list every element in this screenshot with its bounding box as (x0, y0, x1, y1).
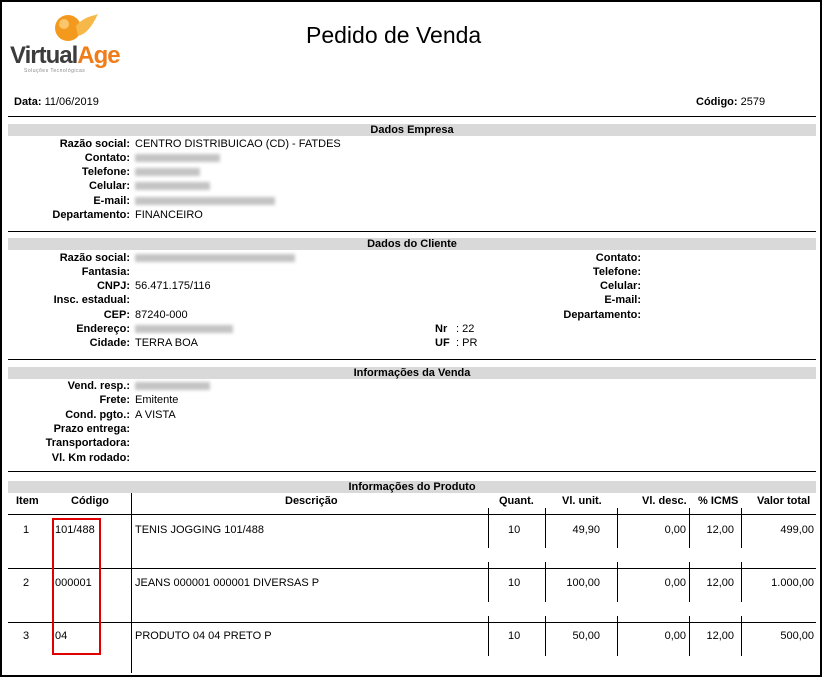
logo-mark-icon (50, 12, 100, 46)
row-separator (8, 622, 816, 623)
venda-cond-value: A VISTA (135, 409, 176, 421)
cliente-insc-row (0, 293, 400, 307)
redacted-value (135, 382, 210, 390)
redacted-value (135, 254, 295, 262)
cliente-cep-value: 87240-000 (135, 309, 188, 321)
empresa-email-row (0, 194, 400, 208)
cell-vl-desc: 0,00 (664, 524, 686, 536)
venda-km-label: Vl. Km rodado: (51, 452, 130, 464)
col-header-descricao: Descrição (285, 495, 338, 507)
cliente-contato-label: Contato: (595, 252, 641, 264)
cliente-cep-label: CEP: (103, 309, 130, 321)
empresa-razao-row (0, 137, 400, 151)
empresa-celular-row (0, 179, 400, 193)
date-label: Data: (14, 96, 42, 108)
cliente-endereco-label: Endereço: (76, 323, 130, 335)
cliente-insc-label: Insc. estadual: (53, 294, 130, 306)
cell-vl-desc: 0,00 (664, 577, 686, 589)
cliente-cep-row (0, 308, 400, 322)
col-header-vl-desc: Vl. desc. (642, 495, 687, 507)
code-value: 2579 (740, 96, 766, 108)
col-header-quant: Quant. (499, 495, 534, 507)
cliente-cidade-row (0, 336, 490, 350)
section-dados-empresa: Dados Empresa (8, 124, 816, 136)
col-header-valor-total: Valor total (757, 495, 811, 507)
redacted-value (135, 197, 275, 205)
date-field (14, 96, 99, 108)
divider (8, 116, 816, 117)
section-dados-cliente: Dados do Cliente (8, 238, 816, 250)
cell-codigo: 04 (55, 630, 68, 642)
redacted-value (135, 182, 210, 190)
cliente-fantasia-label: Fantasia: (81, 266, 130, 278)
cliente-departamento-label: Departamento: (563, 309, 641, 321)
empresa-email-label: E-mail: (93, 195, 130, 207)
empresa-contato-row (0, 151, 400, 165)
cell-vl-unit: 50,00 (572, 630, 600, 642)
page-title: Pedido de Venda (306, 22, 482, 48)
venda-transp-label: Transportadora: (45, 437, 130, 449)
col-header-vl-unit: Vl. unit. (562, 495, 602, 507)
cell-descricao: TENIS JOGGING 101/488 (135, 524, 264, 536)
redacted-value (135, 154, 220, 162)
row-separator (8, 514, 816, 515)
empresa-razao-label: Razão social: (59, 138, 130, 150)
cliente-uf-value: : PR (456, 337, 478, 349)
cell-quant: 10 (508, 630, 521, 642)
cliente-cnpj-row (0, 279, 400, 293)
divider (8, 359, 816, 360)
logo-subtitle: Soluções Tecnológicas (24, 68, 86, 74)
venda-km-row (0, 451, 400, 465)
empresa-departamento-label: Departamento: (52, 209, 130, 221)
venda-frete-label: Frete: (99, 394, 130, 406)
cell-item: 1 (23, 524, 30, 536)
cell-vl-unit: 49,90 (572, 524, 600, 536)
redacted-value (135, 325, 233, 333)
divider (8, 231, 816, 232)
venda-frete-value: Emitente (135, 394, 179, 406)
cliente-fantasia-row (0, 265, 400, 279)
col-header-item: Item (16, 495, 39, 507)
cliente-contato-row (500, 251, 641, 265)
col-header-codigo: Código (71, 495, 109, 507)
cliente-cidade-value: TERRA BOA (135, 337, 198, 349)
cliente-celular-label: Celular: (600, 280, 641, 292)
cliente-cnpj-value: 56.471.175/116 (135, 280, 211, 292)
cell-icms: 12,00 (706, 630, 734, 642)
venda-transp-row (0, 436, 400, 450)
divider (8, 471, 816, 472)
cell-icms: 12,00 (706, 577, 734, 589)
section-informacoes-produto: Informações do Produto (8, 481, 816, 493)
cell-quant: 10 (508, 524, 521, 536)
cell-descricao: PRODUTO 04 04 PRETO P (135, 630, 272, 642)
redacted-value (135, 168, 200, 176)
empresa-razao-value: CENTRO DISTRIBUICAO (CD) - FATDES (135, 138, 341, 150)
section-informacoes-venda: Informações da Venda (8, 367, 816, 379)
empresa-departamento-row (0, 208, 400, 222)
cell-vl-unit: 100,00 (566, 577, 600, 589)
cell-item: 2 (23, 577, 30, 589)
empresa-contato-label: Contato: (84, 152, 130, 164)
cliente-nr-label: Nr (435, 323, 448, 335)
cliente-endereco-row (0, 322, 490, 336)
cliente-email-label: E-mail: (604, 294, 641, 306)
cliente-telefone-label: Telefone: (592, 266, 641, 278)
venda-prazo-label: Prazo entrega: (53, 423, 130, 435)
venda-vend-label: Vend. resp.: (67, 380, 130, 392)
cell-codigo: 101/488 (55, 524, 95, 536)
code-field (696, 96, 765, 108)
logo-text-age: Age (77, 42, 120, 69)
cliente-razao-row (0, 251, 400, 265)
cliente-cidade-label: Cidade: (89, 337, 130, 349)
cell-vl-desc: 0,00 (664, 630, 686, 642)
empresa-telefone-label: Telefone: (81, 166, 130, 178)
date-value: 11/06/2019 (44, 96, 99, 108)
empresa-telefone-row (0, 165, 400, 179)
row-separator (8, 568, 816, 569)
venda-cond-label: Cond. pgto.: (65, 409, 130, 421)
cliente-departamento-row (500, 308, 641, 322)
col-separator (131, 493, 132, 673)
cliente-celular-row (500, 279, 641, 293)
empresa-celular-label: Celular: (89, 180, 130, 192)
logo-text-virtual: Virtual (10, 42, 78, 69)
cell-codigo: 000001 (55, 577, 92, 589)
cliente-telefone-row (500, 265, 641, 279)
col-header-icms: % ICMS (698, 495, 739, 507)
codigo-highlight-box (52, 518, 101, 655)
cell-descricao: JEANS 000001 000001 DIVERSAS P (135, 577, 320, 589)
cell-valor-total: 499,00 (780, 524, 814, 536)
cliente-cnpj-label: CNPJ: (96, 280, 130, 292)
code-label: Código: (696, 96, 738, 108)
cell-valor-total: 500,00 (780, 630, 814, 642)
virtualage-logo (10, 12, 128, 74)
cell-item: 3 (23, 630, 30, 642)
venda-vend-row (0, 379, 400, 393)
venda-prazo-row (0, 422, 400, 436)
cliente-uf-label: UF (435, 337, 450, 349)
cliente-email-row (500, 293, 641, 307)
cliente-nr-value: : 22 (456, 323, 475, 335)
venda-frete-row (0, 393, 400, 407)
cell-quant: 10 (508, 577, 521, 589)
empresa-departamento-value: FINANCEIRO (135, 209, 203, 221)
cell-valor-total: 1.000,00 (771, 577, 814, 589)
cliente-razao-label: Razão social: (59, 252, 130, 264)
cell-icms: 12,00 (706, 524, 734, 536)
venda-cond-row (0, 408, 400, 422)
